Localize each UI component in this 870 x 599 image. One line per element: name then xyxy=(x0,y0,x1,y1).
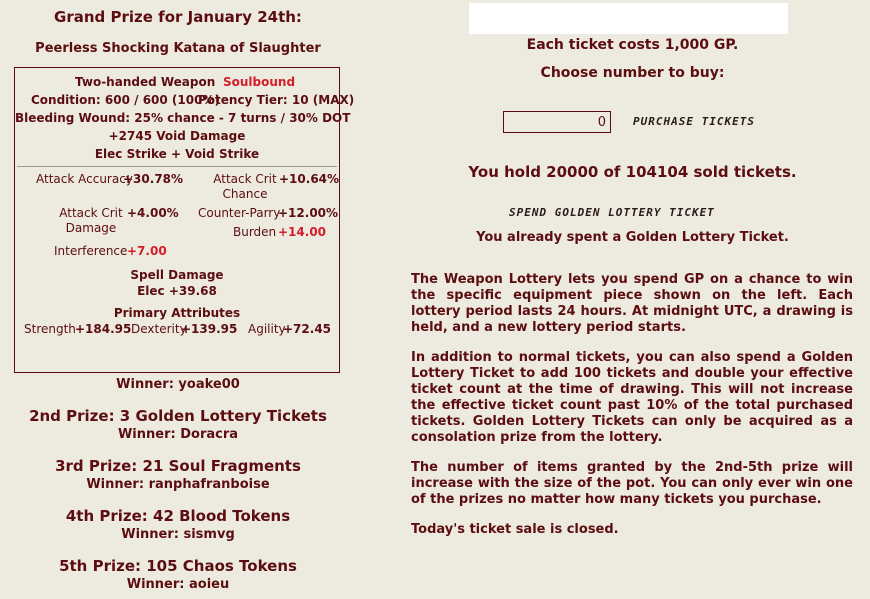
ticket-quantity-input[interactable] xyxy=(503,111,611,133)
stat-value-interference: +7.00 xyxy=(127,244,167,258)
choose-number-text: Choose number to buy: xyxy=(540,65,725,81)
stat-label-attack-crit-chance: Attack Crit Chance xyxy=(213,172,277,201)
grand-prize-winner: Winner: yoake00 xyxy=(116,377,240,392)
prize-3-winner: Winner: ranphafranboise xyxy=(86,477,270,492)
stat-label-interference: Interference xyxy=(54,244,128,258)
attr-label-strength: Strength xyxy=(24,322,76,336)
attr-label-agility: Agility xyxy=(248,322,286,336)
grand-prize-item-name: Peerless Shocking Katana of Slaughter xyxy=(35,41,321,56)
stat-value-counter-parry: +12.00% xyxy=(278,206,339,220)
sale-closed-text: Today's ticket sale is closed. xyxy=(411,522,619,537)
prize-2-title: 2nd Prize: 3 Golden Lottery Tickets xyxy=(29,407,327,425)
prize-4-title: 4th Prize: 42 Blood Tokens xyxy=(65,507,291,525)
grand-prize-title: Grand Prize for January 24th: xyxy=(54,8,302,26)
item-type: Two-handed Weapon xyxy=(75,75,216,89)
prize-3-title: 3rd Prize: 21 Soul Fragments xyxy=(55,457,301,475)
prize-5-title: 5th Prize: 105 Chaos Tokens xyxy=(59,557,297,575)
item-image-area xyxy=(469,3,788,34)
stat-value-attack-crit-damage: +4.00% xyxy=(127,206,179,220)
item-bind-status: Soulbound xyxy=(223,75,296,89)
ticket-cost-text: Each ticket costs 1,000 GP. xyxy=(526,37,739,53)
item-strikes: Elec Strike + Void Strike xyxy=(94,147,260,161)
attr-label-dexterity: Dexterity xyxy=(131,322,187,336)
stat-label-counter-parry: Counter-Parry xyxy=(198,206,281,220)
primary-attributes-heading: Primary Attributes xyxy=(113,306,241,320)
golden-ticket-status: You already spent a Golden Lottery Ticket. xyxy=(476,230,789,245)
attr-value-strength: +184.95 xyxy=(75,322,132,336)
tickets-held-text: You hold 20000 of 104104 sold tickets. xyxy=(468,163,797,181)
item-condition: Condition: 600 / 600 (100%) xyxy=(31,93,220,107)
item-bleed: Bleeding Wound: 25% chance - 7 turns / 30% DOT xyxy=(15,111,351,125)
attr-value-dexterity: +139.95 xyxy=(181,322,238,336)
item-void-damage: +2745 Void Damage xyxy=(108,129,246,143)
stat-value-attack-crit-chance: +10.64% xyxy=(279,172,340,186)
stat-label-attack-accuracy: Attack Accuracy xyxy=(36,172,133,186)
spend-golden-ticket-button[interactable]: SPEND GOLDEN LOTTERY TICKET xyxy=(509,206,715,219)
info-paragraph-3: The number of items granted by the 2nd-5th prize will increase with the size of the pot. You can only ever win one of the prizes no matter how many tickets you purchase. xyxy=(411,460,853,507)
stat-value-attack-accuracy: +30.78% xyxy=(123,172,184,186)
stat-value-burden: +14.00 xyxy=(278,225,327,239)
stats-divider xyxy=(17,166,337,167)
spell-damage-elec: Elec +39.68 xyxy=(137,284,217,298)
spell-damage-heading: Spell Damage xyxy=(130,268,224,282)
prize-5-winner: Winner: aoieu xyxy=(126,577,230,592)
prize-2-winner: Winner: Doracra xyxy=(117,427,239,442)
purchase-tickets-button[interactable]: PURCHASE TICKETS xyxy=(633,115,755,128)
prize-4-winner: Winner: sismvg xyxy=(121,527,235,542)
attr-value-agility: +72.45 xyxy=(283,322,332,336)
item-potency: Potency Tier: 10 (MAX) xyxy=(198,93,355,107)
stat-label-attack-crit-damage: Attack Crit Damage xyxy=(59,206,123,235)
item-stats-box xyxy=(14,67,355,373)
info-paragraph-2: In addition to normal tickets, you can also spend a Golden Lottery Ticket to add 100 tickets and double your effective ticket count at the time of drawing. This will not increase the effective ticket count past 10% of the total purchased tickets. Golden Lottery Tickets can only be acquired as a consolation prize from the lottery. xyxy=(411,350,853,445)
info-paragraph-1: The Weapon Lottery lets you spend GP on a chance to win the specific equipment piece shown on the left. Each lottery period lasts 24 hours. At midnight UTC, a drawing is held, and a new lottery period starts. xyxy=(411,272,853,335)
stat-label-burden: Burden xyxy=(233,225,277,239)
